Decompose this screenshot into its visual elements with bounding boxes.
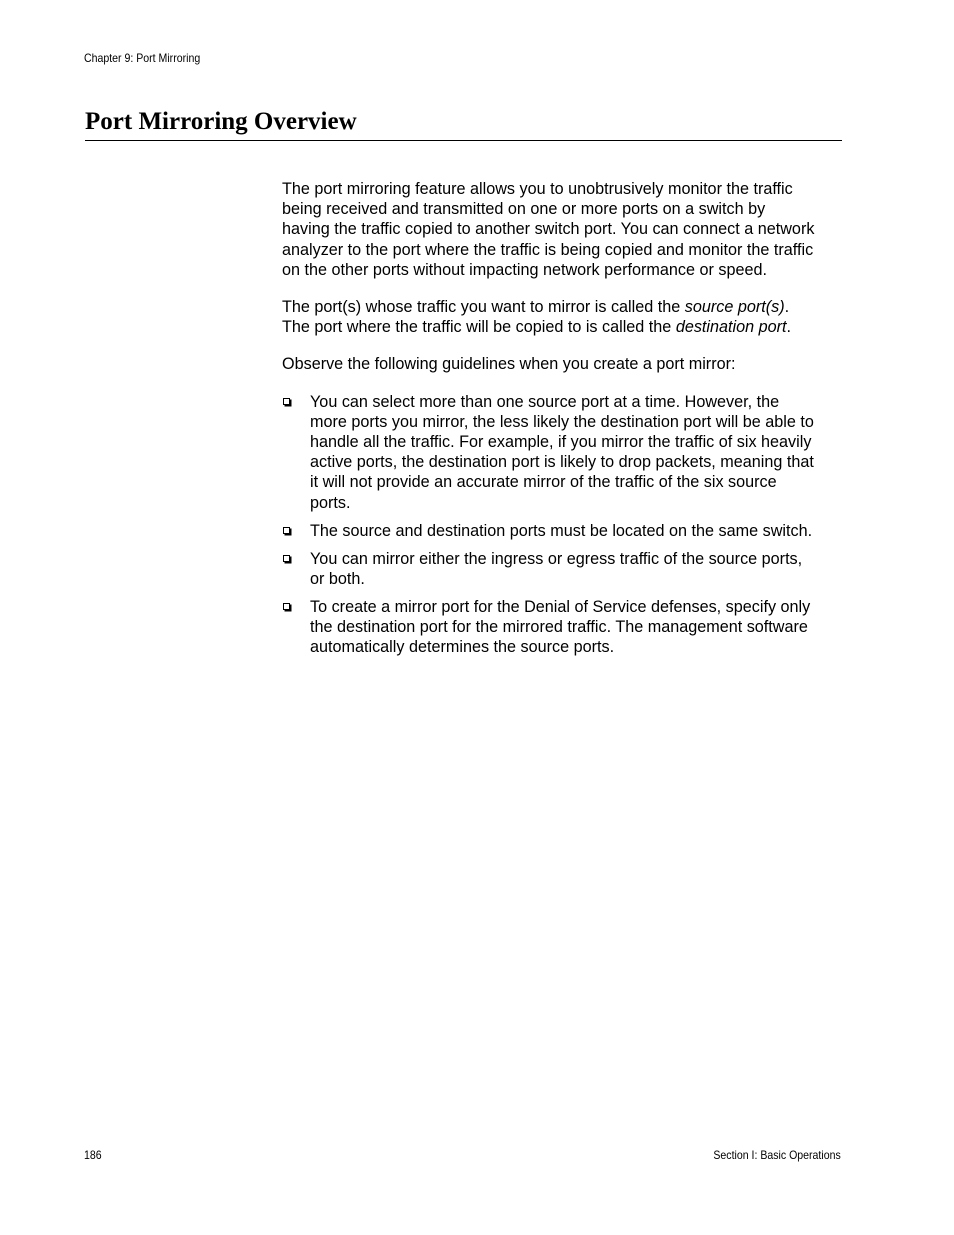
running-footer-section: Section I: Basic Operations <box>713 1148 841 1162</box>
text-line: Observe the following guidelines when you create a port mirror: <box>282 355 736 374</box>
list-item <box>282 521 846 541</box>
paragraph-guidelines-intro <box>282 354 846 374</box>
paragraph-intro <box>282 179 846 280</box>
running-header: Chapter 9: Port Mirroring <box>84 51 201 65</box>
checkbox-bullet-icon <box>283 527 290 534</box>
text-line: it will not provide an accurate mirror of the traffic of the six source <box>310 473 777 492</box>
text-line <box>282 297 846 317</box>
text-line: To create a mirror port for the Denial of Service defenses, specify only <box>310 597 811 616</box>
text-line: ports. <box>310 493 351 512</box>
term-destination-port: destination port <box>675 318 787 337</box>
text-line: automatically determines the source ports. <box>310 638 615 657</box>
page-number: 186 <box>84 1148 102 1162</box>
section-title: Port Mirroring Overview <box>85 108 357 135</box>
text-line: You can mirror either the ingress or egress traffic of the source ports, <box>310 549 803 568</box>
text-line: being received and transmitted on one or more ports on a switch by <box>282 200 766 219</box>
text-line: The source and destination ports must be located on the same switch. <box>310 521 813 540</box>
term-source-port: source port(s) <box>684 298 785 317</box>
text-line: You can select more than one source port at a time. However, the <box>310 392 780 411</box>
list-item <box>282 597 846 658</box>
paragraph-definitions <box>282 297 846 337</box>
text-run: . <box>784 298 790 317</box>
title-rule <box>85 140 842 141</box>
text-line: The port mirroring feature allows you to unobtrusively monitor the traffic <box>282 180 793 198</box>
body-text <box>282 179 846 665</box>
text-line: handle all the traffic. For example, if you mirror the traffic of six heavily <box>310 433 812 452</box>
text-line: on the other ports without impacting network performance or speed. <box>282 260 767 279</box>
checkbox-bullet-icon <box>283 603 290 610</box>
list-item <box>282 549 846 589</box>
text-run: The port where the traffic will be copied to is called the <box>282 318 676 337</box>
text-line: analyzer to the port where the traffic is being copied and monitor the traffic <box>282 240 814 259</box>
text-line: the destination port for the mirrored traffic. The management software <box>310 618 808 637</box>
guidelines-list <box>282 392 846 658</box>
checkbox-bullet-icon <box>283 555 290 562</box>
text-line: active ports, the destination port is likely to drop packets, meaning that <box>310 453 814 472</box>
checkbox-bullet-icon <box>283 398 290 405</box>
text-line: more ports you mirror, the less likely the destination port will be able to <box>310 412 814 431</box>
text-line: or both. <box>310 569 365 588</box>
text-line: having the traffic copied to another switch port. You can connect a network <box>282 220 815 239</box>
text-run: . <box>786 318 792 337</box>
list-item <box>282 392 846 513</box>
text-line <box>282 317 846 337</box>
text-run: The port(s) whose traffic you want to mirror is called the <box>282 298 685 317</box>
